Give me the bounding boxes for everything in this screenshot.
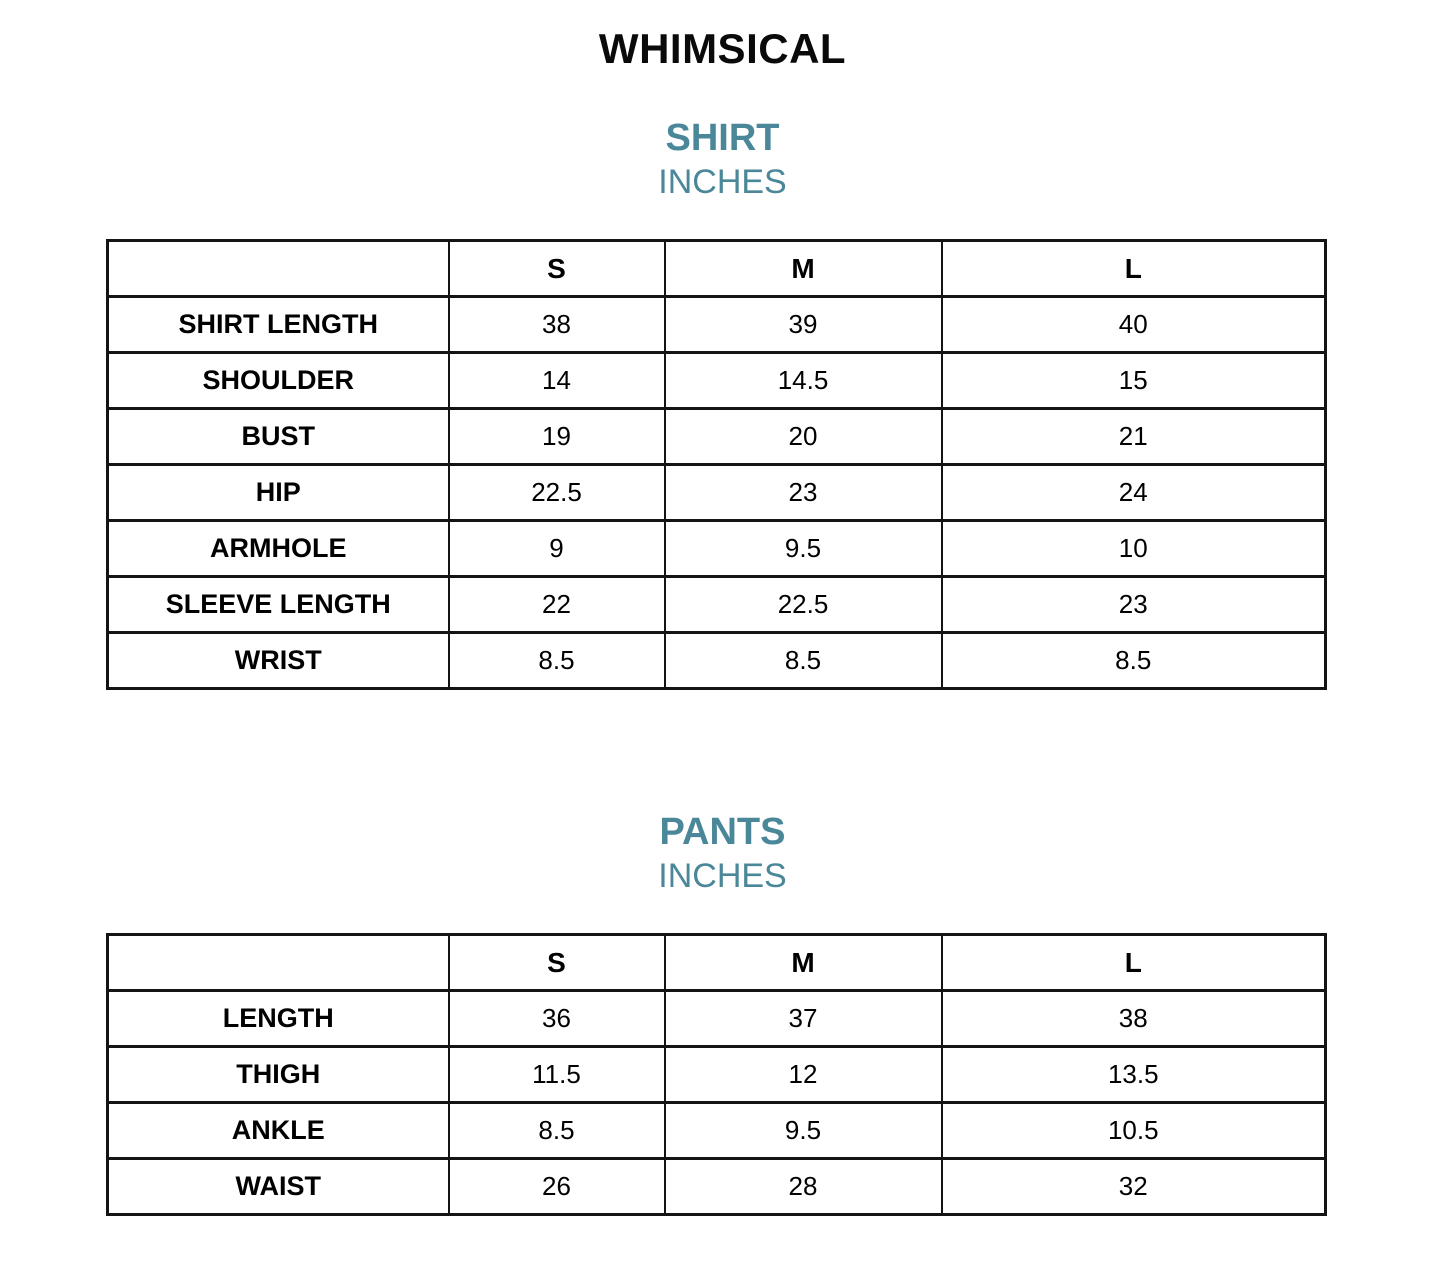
table-row <box>108 1103 1326 1159</box>
measurement-value: 22.5 <box>449 465 665 521</box>
shirt-size-table <box>106 239 1327 690</box>
measurement-value: 9.5 <box>665 1103 942 1159</box>
table-row <box>108 991 1326 1047</box>
measurement-value: 28 <box>665 1159 942 1215</box>
measurement-label: SHIRT LENGTH <box>108 297 449 353</box>
table-row <box>108 409 1326 465</box>
measurement-label: ANKLE <box>108 1103 449 1159</box>
pants-table-header <box>108 935 1326 991</box>
size-header-row <box>108 935 1326 991</box>
table-row <box>108 353 1326 409</box>
table-row <box>108 521 1326 577</box>
table-row <box>108 297 1326 353</box>
measurement-value: 10.5 <box>942 1103 1326 1159</box>
size-column-header: S <box>449 241 665 297</box>
measurement-value: 12 <box>665 1047 942 1103</box>
measurement-label: LENGTH <box>108 991 449 1047</box>
measurement-value: 8.5 <box>449 633 665 689</box>
measurement-value: 26 <box>449 1159 665 1215</box>
measurement-value: 11.5 <box>449 1047 665 1103</box>
measurement-value: 39 <box>665 297 942 353</box>
measurement-value: 36 <box>449 991 665 1047</box>
measurement-label: SHOULDER <box>108 353 449 409</box>
size-column-header: L <box>942 241 1326 297</box>
measurement-value: 20 <box>665 409 942 465</box>
shirt-section-heading: SHIRT <box>665 117 780 159</box>
measurement-label: THIGH <box>108 1047 449 1103</box>
table-row <box>108 633 1326 689</box>
size-column-header: M <box>665 241 942 297</box>
table-row <box>108 465 1326 521</box>
pants-table-body <box>108 991 1326 1215</box>
measurement-value: 38 <box>942 991 1326 1047</box>
measurement-value: 9 <box>449 521 665 577</box>
measurement-value: 14.5 <box>665 353 942 409</box>
measurement-value: 22.5 <box>665 577 942 633</box>
pants-size-table <box>106 933 1327 1216</box>
measurement-value: 40 <box>942 297 1326 353</box>
measurement-value: 23 <box>942 577 1326 633</box>
measurement-label: HIP <box>108 465 449 521</box>
pants-section-heading: PANTS <box>659 811 786 853</box>
measurement-label: WAIST <box>108 1159 449 1215</box>
size-header-row <box>108 241 1326 297</box>
table-row <box>108 1159 1326 1215</box>
measurement-label: BUST <box>108 409 449 465</box>
shirt-section <box>0 118 1445 690</box>
size-column-header: M <box>665 935 942 991</box>
measurement-value: 9.5 <box>665 521 942 577</box>
shirt-table-header <box>108 241 1326 297</box>
empty-header-cell <box>108 241 449 297</box>
empty-header-cell <box>108 935 449 991</box>
measurement-value: 8.5 <box>449 1103 665 1159</box>
measurement-value: 24 <box>942 465 1326 521</box>
measurement-value: 23 <box>665 465 942 521</box>
measurement-value: 8.5 <box>942 633 1326 689</box>
brand-title: WHIMSICAL <box>598 25 847 72</box>
shirt-table-body <box>108 297 1326 689</box>
measurement-label: WRIST <box>108 633 449 689</box>
size-column-header: L <box>942 935 1326 991</box>
measurement-value: 21 <box>942 409 1326 465</box>
pants-section-units: INCHES <box>658 857 787 895</box>
measurement-value: 38 <box>449 297 665 353</box>
table-row <box>108 1047 1326 1103</box>
measurement-label: ARMHOLE <box>108 521 449 577</box>
measurement-value: 19 <box>449 409 665 465</box>
measurement-value: 15 <box>942 353 1326 409</box>
shirt-section-units: INCHES <box>658 163 787 201</box>
measurement-value: 13.5 <box>942 1047 1326 1103</box>
measurement-value: 14 <box>449 353 665 409</box>
measurement-value: 8.5 <box>665 633 942 689</box>
measurement-value: 37 <box>665 991 942 1047</box>
pants-section <box>0 812 1445 1216</box>
measurement-label: SLEEVE LENGTH <box>108 577 449 633</box>
measurement-value: 10 <box>942 521 1326 577</box>
measurement-value: 22 <box>449 577 665 633</box>
table-row <box>108 577 1326 633</box>
measurement-value: 32 <box>942 1159 1326 1215</box>
size-column-header: S <box>449 935 665 991</box>
